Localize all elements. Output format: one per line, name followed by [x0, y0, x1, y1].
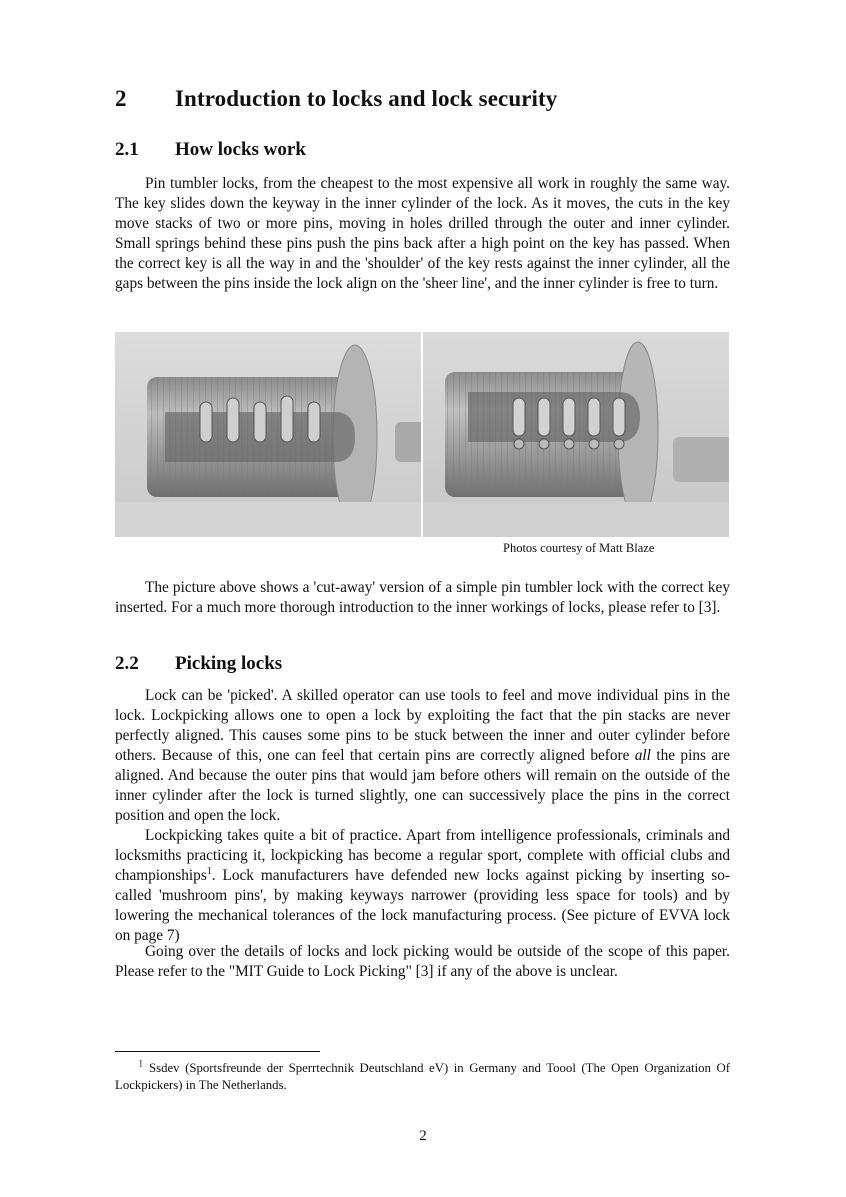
paragraph-text: Going over the details of locks and lock picking would be outside of the scope of this paper. Please refer to the "MIT Guide to Lock Picking" [3] if any of the above is unclear. — [115, 943, 730, 980]
paragraph-picking-2 — [115, 826, 730, 946]
section-title: Picking locks — [175, 653, 283, 674]
paragraph-how-locks-work — [115, 174, 730, 294]
footnote-reference[interactable]: 1 — [206, 865, 212, 877]
paragraph-figure-description — [115, 578, 730, 618]
lock-photo-left — [115, 332, 421, 537]
section-title: How locks work — [175, 139, 306, 160]
section-heading-2-1 — [115, 139, 306, 161]
paragraph-picking-3 — [115, 942, 730, 982]
lock-photo-right — [423, 332, 729, 537]
paragraph-text-cont: the pins are aligned. And because the outer pins that would jam before others will remain on the outside of the inner cylinder after the lock is turned slightly, one can successively place the pins in the correct position and open the lock. — [115, 747, 730, 824]
section-number: 2.1 — [115, 139, 139, 160]
chapter-heading — [115, 86, 557, 112]
lock-cutaway-figure — [115, 332, 729, 537]
paragraph-text-cont: . Lock manufacturers have defended new locks against picking by inserting so-called 'mushroom pins', by making keyways narrower (providing less space for tools) and by lowering the mechanical tolerances of the lock manufacturing process. (See picture of EVVA lock on page 7) — [115, 867, 730, 944]
chapter-title: Introduction to locks and lock security — [175, 86, 558, 111]
emphasis-all: all — [634, 747, 651, 764]
section-heading-2-2 — [115, 653, 282, 675]
paragraph-text: Lock can be 'picked'. A skilled operator can use tools to feel and move individual pins in the lock. Lockpicking allows one to open a lock by exploiting the fact that the pin stacks are never perfectly aligned. This causes some pins to be stuck between the inner and outer cylinder before others. Because of this, one can feel that certain pins are correctly aligned before — [115, 687, 730, 764]
paragraph-text: Pin tumbler locks, from the cheapest to the most expensive all work in roughly the same way. The key slides down the keyway in the inner cylinder of the lock. As it moves, the cuts in the key move stacks of two or more pins, moving in holes drilled through the outer and inner cylinder. Small springs behind these pins push the pins back after a high point on the key has passed. When the correct key is all the way in and the 'shoulder' of the key rests against the inner cylinder, all the gaps between the pins inside the lock align on the 'sheer line', and the inner cylinder is free to turn. — [115, 175, 730, 292]
paragraph-picking-1 — [115, 686, 730, 826]
footnote-text: Ssdev (Sportsfreunde der Sperrtechnik Deutschland eV) in Germany and Toool (The Open Organization Of Lockpickers) in The Netherlands. — [115, 1061, 730, 1092]
paragraph-text: The picture above shows a 'cut-away' version of a simple pin tumbler lock with the correct key inserted. For a much more thorough introduction to the inner workings of locks, please refer to [3]. — [115, 579, 730, 616]
footnote — [115, 1060, 730, 1094]
chapter-number: 2 — [115, 86, 127, 111]
photo-credit: Photos courtesy of Matt Blaze — [503, 541, 655, 555]
footnote-marker: 1 — [138, 1058, 143, 1069]
footnote-divider — [115, 1051, 320, 1052]
section-number: 2.2 — [115, 653, 139, 674]
paragraph-text: Lockpicking takes quite a bit of practice. Apart from intelligence professionals, criminals and locksmiths practicing it, lockpicking has become a regular sport, complete with official clubs and championships — [115, 827, 730, 884]
page-number: 2 — [419, 1128, 427, 1144]
